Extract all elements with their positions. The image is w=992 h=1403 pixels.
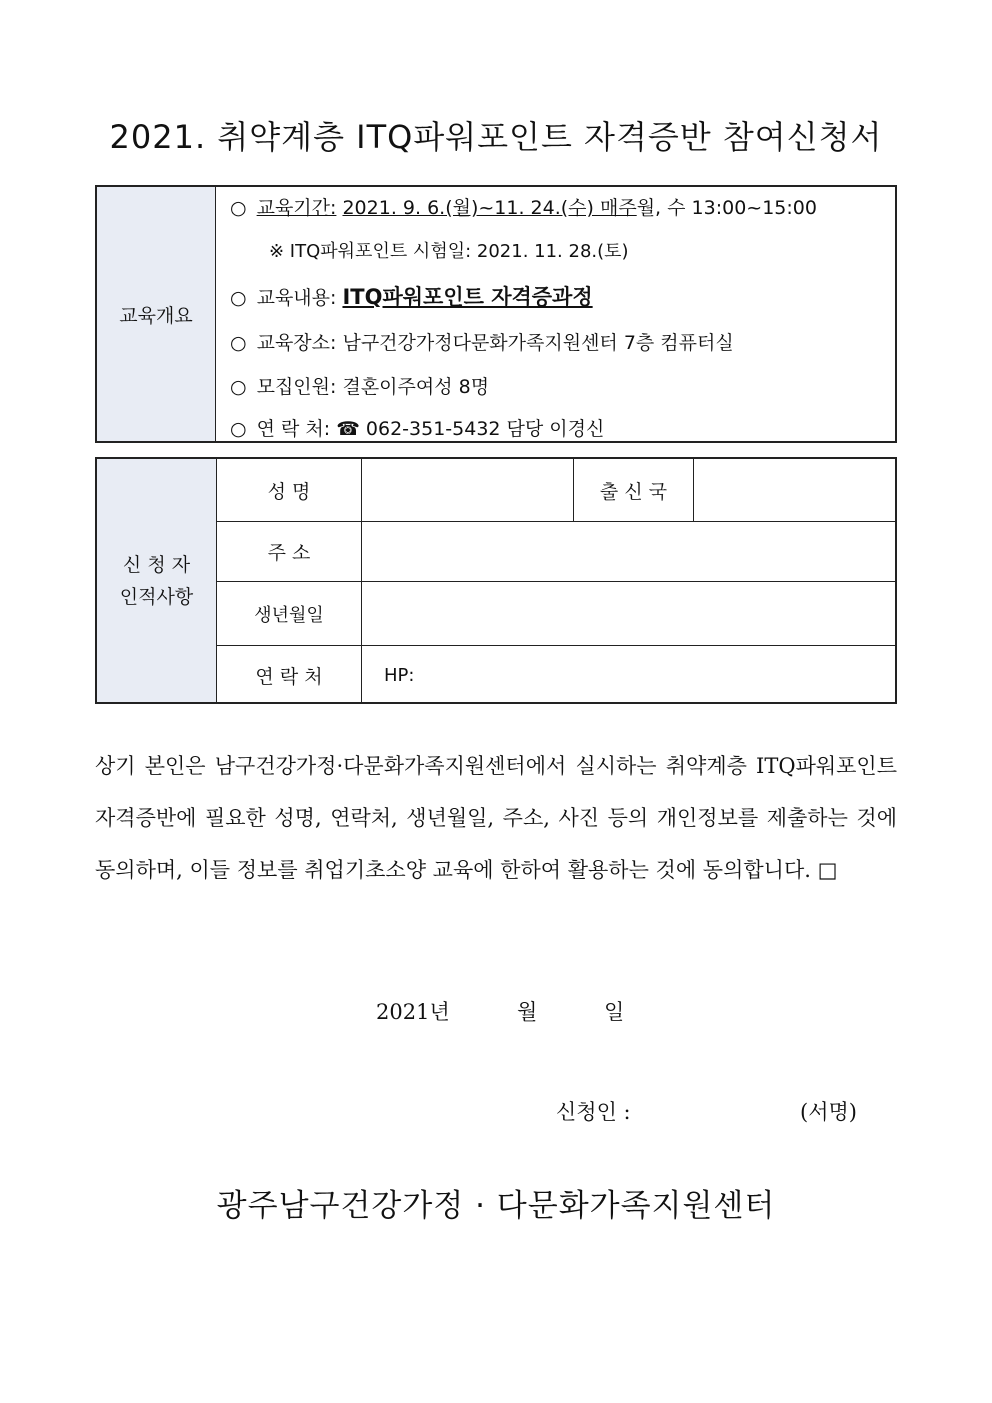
contact-value: 062-351-5432 담당 이경신 — [365, 418, 605, 440]
place-label: 교육장소: — [256, 332, 337, 354]
circle-bullet-icon: ○ — [230, 332, 247, 354]
period-value: 2021. 9. 6.(월)~11. 24.(수) 매주 — [342, 197, 637, 219]
address-field[interactable] — [362, 522, 897, 581]
overview-label: 교육개요 — [97, 187, 216, 441]
consent-checkbox[interactable]: □ — [817, 858, 838, 882]
place-value: 남구건강가정다문화가족지원센터 7층 컴퓨터실 — [342, 332, 734, 354]
overview-box — [95, 185, 897, 443]
consent-text: 상기 본인은 남구건강가정·다문화가족지원센터에서 실시하는 취약계층 ITQ파워포인트 자격증반에 필요한 성명, 연락처, 생년월일, 주소, 사진 등의 개인정보를 제출하는 것에 동의하며, 이들 정보를 취업기초소양 교육에 한하여 활용하는 것에 동의합니다. — [95, 754, 897, 882]
period-tail: 월, 수 13:00~15:00 — [636, 197, 817, 219]
applicant-label — [97, 459, 217, 702]
country-label: 출 신 국 — [599, 480, 668, 503]
document-title: 2021. 취약계층 ITQ파워포인트 자격증반 참여신청서 — [109, 118, 883, 156]
circle-bullet-icon: ○ — [230, 287, 247, 309]
circle-bullet-icon: ○ — [230, 418, 247, 440]
name-field[interactable] — [362, 459, 573, 521]
content-line — [230, 281, 593, 311]
contact-line — [230, 414, 604, 441]
applicant-sign-label: 신청인 : — [556, 1100, 631, 1124]
name-label: 성 명 — [267, 480, 311, 503]
period-line — [230, 193, 817, 220]
country-field[interactable] — [694, 459, 897, 521]
place-line — [230, 328, 734, 355]
sign-field[interactable]: (서명) — [800, 1100, 857, 1124]
phone-icon: ☎ — [336, 418, 360, 440]
exam-note: ※ ITQ파워포인트 시험일: 2021. 11. 28.(토) — [269, 241, 629, 262]
birth-label: 생년월일 — [254, 604, 324, 626]
birth-field[interactable] — [362, 582, 897, 645]
recruit-line — [230, 372, 489, 399]
date-month: 월 — [517, 1000, 538, 1024]
applicant-label-line1: 신 청 자 — [122, 553, 191, 576]
content-label: 교육내용: — [256, 287, 337, 309]
applicant-label-line2: 인적사항 — [119, 585, 194, 608]
address-label: 주 소 — [267, 542, 311, 564]
date-year: 2021년 — [376, 1000, 450, 1024]
recruit-value: 결혼이주여성 8명 — [342, 376, 490, 398]
content-value: ITQ파워포인트 자격증과정 — [342, 285, 593, 309]
circle-bullet-icon: ○ — [230, 197, 247, 219]
circle-bullet-icon: ○ — [230, 376, 247, 398]
applicant-table — [95, 457, 897, 704]
contact-field[interactable] — [362, 646, 897, 704]
contact-label: 연 락 처 — [255, 665, 323, 688]
consent-paragraph — [95, 740, 897, 896]
hp-label: HP: — [384, 664, 415, 686]
date-day: 일 — [604, 1000, 625, 1024]
organization-name: 광주남구건강가정 · 다문화가족지원센터 — [216, 1188, 776, 1224]
period-label: 교육기간: — [256, 197, 337, 219]
recruit-label: 모집인원: — [256, 376, 337, 398]
contact-label: 연 락 처: — [256, 418, 331, 440]
